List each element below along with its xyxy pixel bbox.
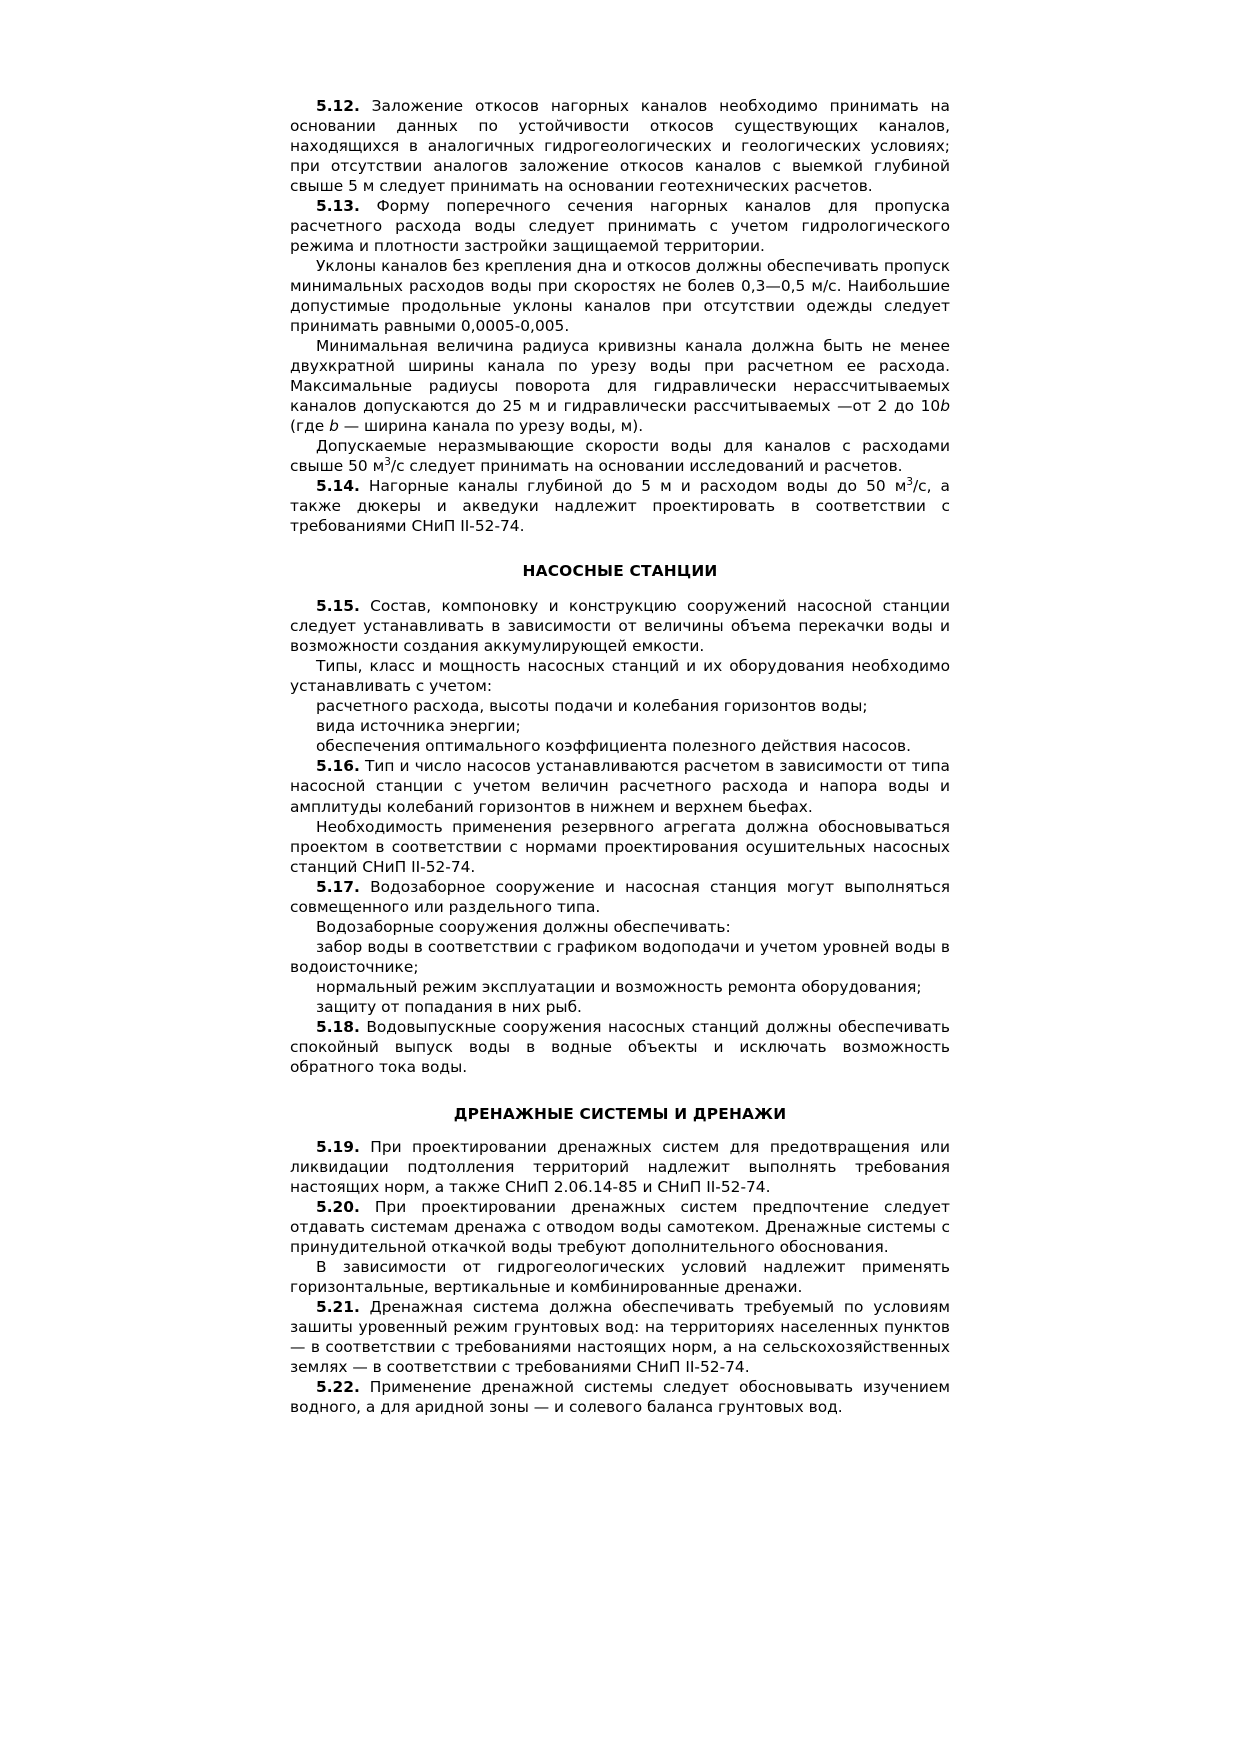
paragraph-slopes bbox=[290, 256, 950, 336]
paragraph-text: обеспечения оптимального коэффициента полезного действия насосов. bbox=[316, 737, 912, 756]
paragraph-text-end: /с следует принимать на основании исследований и расчетов. bbox=[390, 457, 903, 476]
paragraph-5-16 bbox=[290, 756, 950, 816]
list-item-flow-rate bbox=[290, 696, 950, 716]
paragraph-text: Водовыпускные сооружения насосных станций должны обеспечивать спокойный выпуск воды в водные объекты и исключать возможность обратного тока воды. bbox=[290, 1017, 950, 1076]
paragraph-text: Типы, класс и мощность насосных станций и их оборудования необходимо устанавливать с учетом: bbox=[290, 657, 950, 696]
paragraph-5-22 bbox=[290, 1377, 950, 1417]
superscript-cubic: 3 bbox=[906, 476, 913, 489]
paragraph-text: При проектировании дренажных систем для предотвращения или ликвидации подтолления территорий надлежит выполнять требования настоящих норм, а также СНиП 2.06.14-85 и СНиП II-52-74. bbox=[290, 1137, 950, 1196]
paragraph-text: Уклоны каналов без крепления дна и откосов должны обеспечивать пропуск минимальных расходов воды при скоростях не болев 0,3—0,5 м/с. Наибольшие допустимые продольные уклоны каналов при отсутствии одежды следует принимать равными 0,0005-0,005. bbox=[290, 257, 950, 336]
paragraph-number: 5.20. bbox=[316, 1197, 360, 1216]
paragraph-text-end: /с, а также дюкеры и акведуки надлежит проектировать в соответствии с требованиями СНиП II-52-74. bbox=[290, 477, 950, 536]
document-body bbox=[290, 96, 950, 1417]
paragraph-text: Форму поперечного сечения нагорных каналов для пропуска расчетного расхода воды следует принимать с учетом гидрологического режима и плотности застройки защищаемой территории. bbox=[290, 197, 950, 256]
paragraph-text-cont: (где bbox=[290, 417, 330, 436]
paragraph-text: защиту от попадания в них рыб. bbox=[316, 997, 582, 1016]
paragraph-text: Необходимость применения резервного агрегата должна обосновываться проектом в соответствии с нормами проектирования осушительных насосных станций СНиП II-52-74. bbox=[290, 817, 950, 876]
variable-b-2: b bbox=[329, 417, 339, 436]
paragraph-text: Заложение откосов нагорных каналов необходимо принимать на основании данных по устойчивости откосов существующих каналов, находящихся в аналогичных гидрогеологических и геологических условиях; при отсутствии аналогов заложение откосов каналов с выемкой глубиной свыше 5 м следует принимать на основании геотехнических расчетов. bbox=[290, 97, 950, 196]
paragraph-intake-requirements bbox=[290, 917, 950, 937]
paragraph-text: Нагорные каналы глубиной до 5 м и расходом воды до 50 м bbox=[359, 477, 907, 496]
paragraph-5-19 bbox=[290, 1137, 950, 1197]
paragraph-text-end: — ширина канала по урезу воды, м). bbox=[338, 417, 644, 436]
paragraph-5-15 bbox=[290, 596, 950, 656]
paragraph-permissible-velocities bbox=[290, 436, 950, 476]
paragraph-5-18 bbox=[290, 1017, 950, 1077]
paragraph-text: Водозаборное сооружение и насосная станция могут выполняться совмещенного или раздельного типа. bbox=[290, 877, 950, 916]
paragraph-text: Допускаемые неразмывающие скорости воды для каналов с расходами свыше 50 м bbox=[290, 437, 950, 476]
paragraph-5-20 bbox=[290, 1197, 950, 1257]
paragraph-5-13 bbox=[290, 196, 950, 256]
paragraph-text: При проектировании дренажных систем предпочтение следует отдавать системам дренажа с отводом воды самотеком. Дренажные системы с принудительной откачкой воды требуют дополнительного обоснования. bbox=[290, 1197, 950, 1256]
paragraph-number: 5.14. bbox=[316, 477, 360, 496]
paragraph-5-14 bbox=[290, 476, 950, 536]
paragraph-number: 5.19. bbox=[316, 1137, 360, 1156]
paragraph-5-17 bbox=[290, 877, 950, 917]
paragraph-text: Дренажная система должна обеспечивать требуемый по условиям зашиты уровенный режим грунтовых вод: на территориях населенных пунктов — в соответствии с требованиями настоящих норм, а на сельскохозяйственных землях — в соответствии с требованиями СНиП II-52-74. bbox=[290, 1297, 950, 1376]
paragraph-number: 5.13. bbox=[316, 197, 360, 216]
paragraph-text: Тип и число насосов устанавливаются расчетом в зависимости от типа насосной станции с учетом величин расчетного расхода и напора воды и амплитуды колебаний горизонтов в нижнем и верхнем бьефах. bbox=[290, 757, 950, 816]
variable-b: b bbox=[940, 397, 950, 416]
paragraph-reserve-unit bbox=[290, 817, 950, 877]
paragraph-text: забор воды в соответствии с графиком водоподачи и учетом уровней воды в водоисточнике; bbox=[290, 937, 950, 976]
paragraph-5-12 bbox=[290, 96, 950, 196]
paragraph-text: В зависимости от гидрогеологических условий надлежит применять горизонтальные, вертикальные и комбинированные дренажи. bbox=[290, 1257, 950, 1296]
paragraph-number: 5.17. bbox=[316, 877, 360, 896]
list-item-energy-source bbox=[290, 716, 950, 736]
list-item-normal-operation bbox=[290, 977, 950, 997]
list-item-fish-protection bbox=[290, 997, 950, 1017]
paragraph-number: 5.18. bbox=[316, 1017, 360, 1036]
paragraph-text: вида источника энергии; bbox=[316, 717, 521, 736]
list-item-efficiency bbox=[290, 736, 950, 756]
paragraph-number: 5.12. bbox=[316, 97, 360, 115]
paragraph-number: 5.15. bbox=[316, 597, 360, 616]
paragraph-drainage-types bbox=[290, 1257, 950, 1297]
paragraph-text: Водозаборные сооружения должны обеспечивать: bbox=[316, 917, 731, 936]
paragraph-number: 5.21. bbox=[316, 1297, 360, 1316]
paragraph-5-21 bbox=[290, 1297, 950, 1377]
paragraph-text: расчетного расхода, высоты подачи и колебания горизонтов воды; bbox=[316, 697, 868, 716]
paragraph-number: 5.16. bbox=[316, 757, 360, 776]
section-heading-pump-stations: НАСОСНЫЕ СТАНЦИИ bbox=[522, 562, 718, 581]
paragraph-curvature-radius bbox=[290, 336, 950, 436]
list-item-water-intake bbox=[290, 937, 950, 977]
paragraph-pump-types bbox=[290, 656, 950, 696]
paragraph-text: Состав, компоновку и конструкцию сооружений насосной станции следует устанавливать в зависимости от величины объема перекачки воды и возможности создания аккумулирующей емкости. bbox=[290, 597, 950, 656]
paragraph-text: нормальный режим эксплуатации и возможность ремонта оборудования; bbox=[316, 977, 922, 996]
paragraph-number: 5.22. bbox=[316, 1377, 360, 1396]
superscript-cubic: 3 bbox=[384, 456, 391, 469]
paragraph-text: Минимальная величина радиуса кривизны канала должна быть не менее двухкратной ширины канала по урезу воды при расчетном ее расхода. Максимальные радиусы поворота для гидравлически нерассчитываемых каналов допускаются до 25 м и гидравлически рассчитываемых —от 2 до 10 bbox=[290, 337, 950, 416]
section-heading-drainage-systems: ДРЕНАЖНЫЕ СИСТЕМЫ И ДРЕНАЖИ bbox=[453, 1104, 787, 1123]
paragraph-text: Применение дренажной системы следует обосновывать изучением водного, а для аридной зоны — и солевого баланса грунтовых вод. bbox=[290, 1377, 950, 1416]
